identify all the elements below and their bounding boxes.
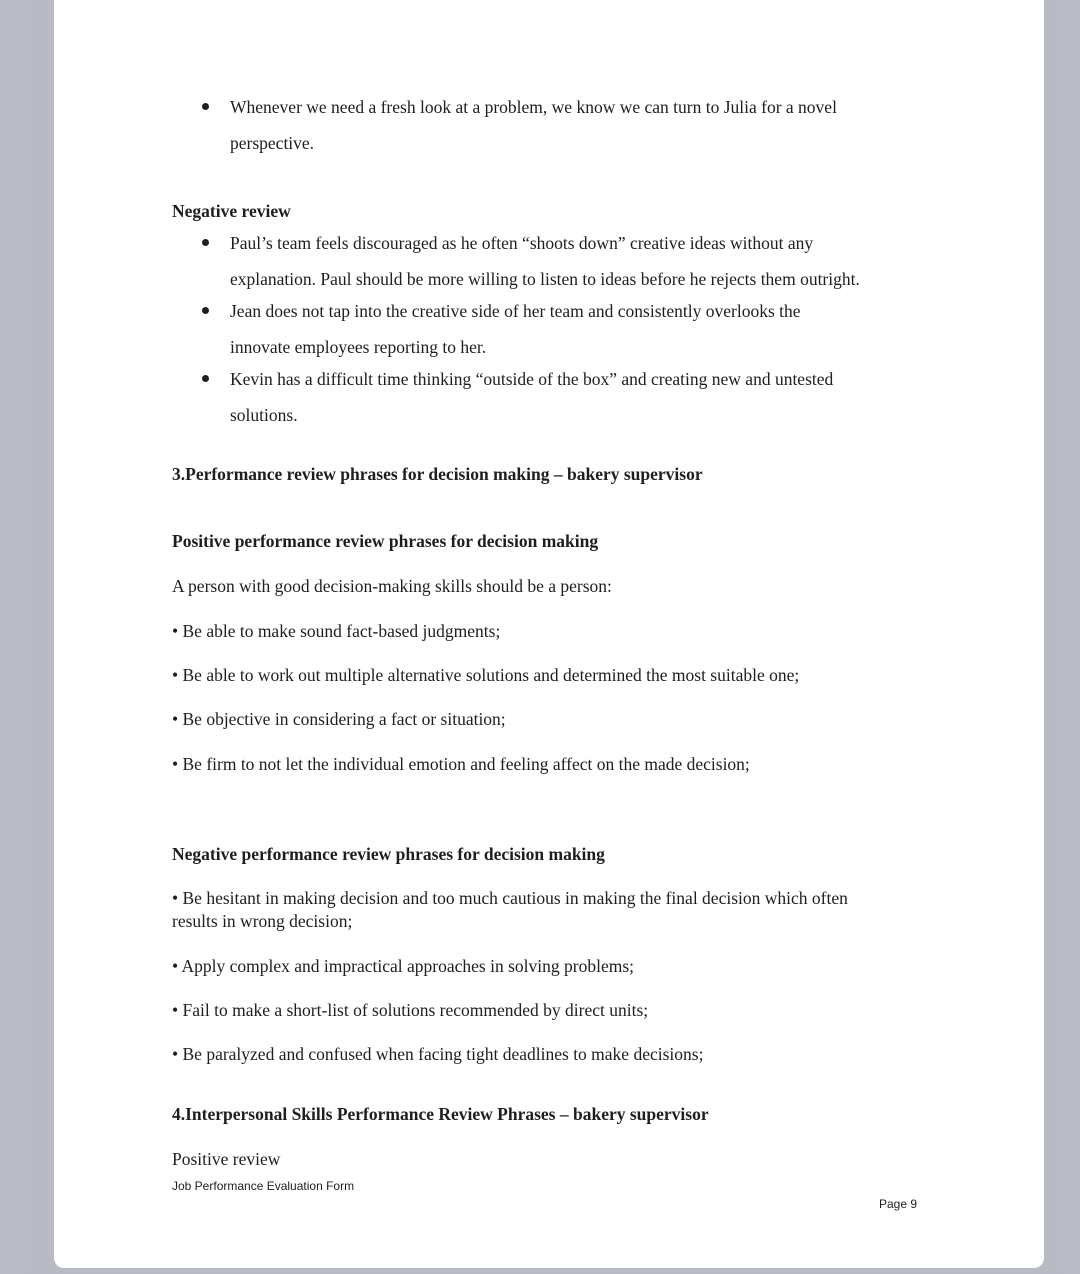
positive-decision-intro: A person with good decision-making skills should be a person: (172, 576, 612, 596)
bullet-icon (202, 307, 209, 314)
bullet-icon (202, 239, 209, 246)
viewer-right-scrollbar[interactable] (1062, 0, 1080, 1274)
section-4-title: 4.Interpersonal Skills Performance Review Phrases – bakery supervisor (172, 1104, 709, 1124)
negative-decision-heading: Negative performance review phrases for decision making (172, 844, 605, 864)
negative-bullet-2-line2: innovate employees reporting to her. (230, 337, 487, 357)
bullet-icon (202, 103, 209, 110)
negative-decision-item-1-line2: results in wrong decision; (172, 911, 353, 931)
intro-bullet-line2: perspective. (230, 133, 315, 153)
positive-decision-item: • Be able to make sound fact-based judgments; (172, 621, 501, 641)
negative-bullet-3-line1: Kevin has a difficult time thinking “outside of the box” and creating new and untested (230, 369, 834, 389)
document-page (54, 0, 1044, 1268)
positive-review-label: Positive review (172, 1149, 281, 1169)
section-3-title: 3.Performance review phrases for decision making – bakery supervisor (172, 464, 703, 484)
negative-decision-item: • Fail to make a short-list of solutions recommended by direct units; (172, 1000, 649, 1020)
page-number: Page 9 (879, 1197, 918, 1211)
bullet-icon (202, 375, 209, 382)
negative-decision-item: • Apply complex and impractical approaches in solving problems; (172, 956, 634, 976)
negative-bullet-1-line2: explanation. Paul should be more willing to listen to ideas before he rejects them outright. (230, 269, 860, 289)
footer-form-name: Job Performance Evaluation Form (172, 1179, 355, 1193)
negative-bullet-2-line1: Jean does not tap into the creative side of her team and consistently overlooks the (230, 301, 801, 321)
intro-bullet-line1: Whenever we need a fresh look at a problem, we know we can turn to Julia for a novel (230, 97, 837, 117)
positive-decision-item: • Be firm to not let the individual emotion and feeling affect on the made decision; (172, 754, 750, 774)
viewer-left-margin (0, 0, 32, 1274)
positive-decision-item: • Be objective in considering a fact or situation; (172, 709, 506, 729)
negative-review-heading: Negative review (172, 201, 291, 221)
positive-decision-heading: Positive performance review phrases for decision making (172, 531, 599, 551)
negative-decision-item: • Be paralyzed and confused when facing tight deadlines to make decisions; (172, 1044, 704, 1064)
negative-bullet-3-line2: solutions. (230, 405, 298, 425)
negative-decision-item-1-line1: • Be hesitant in making decision and too much cautious in making the final decision which often (172, 888, 848, 908)
negative-bullet-1-line1: Paul’s team feels discouraged as he often “shoots down” creative ideas without any (230, 233, 814, 253)
positive-decision-item: • Be able to work out multiple alternative solutions and determined the most suitable one; (172, 665, 800, 685)
